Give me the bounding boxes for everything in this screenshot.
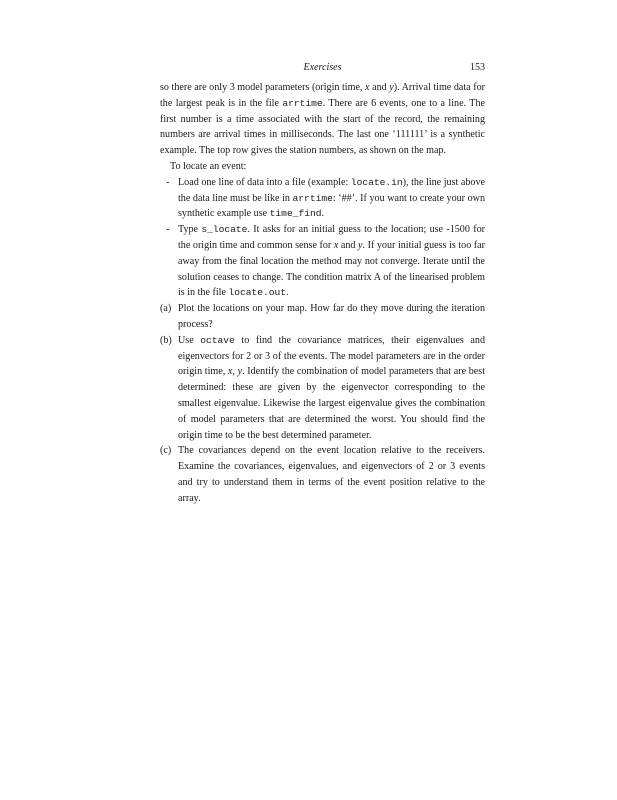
exercise-item-c: [160, 443, 485, 506]
code-s-locate: s_locate: [201, 224, 248, 236]
page-body: [160, 80, 485, 507]
code-time-find: time_find: [269, 208, 322, 220]
locate-heading: To locate an event:: [170, 160, 247, 172]
step-text-c: : ‘##’. If you want to create your own synthetic example use: [178, 192, 486, 220]
step-item: [162, 175, 485, 222]
exercise-text-c: . Identify the combination of model parameters that are best determined: these are given by the eigenvector corresponding to the smallest eigenvalue. Likewise the largest eigenvalue gives the combination of model parameters that are determined the worst. You should find the origin time to be the best determined parameter.: [178, 366, 485, 441]
intro-text-1: so there are only 3 model parameters (origin time,: [160, 82, 366, 93]
step-text-b: . It asks for an initial guess to the location; use -1500 for the origin time and common sense for: [178, 224, 486, 251]
step-text-c: . If your initial guess is too far away from the final location the method may not converge. Iterate until the solution ceases to change. The condition matrix A of the linearised problem is in the file: [178, 239, 485, 299]
exercise-label: (a): [160, 303, 172, 315]
exercise-text-a: Use: [178, 334, 201, 346]
step-text: [178, 175, 485, 222]
bullet-dash: -: [166, 176, 170, 188]
math-var-y: y: [358, 239, 363, 251]
bullet-dash: -: [166, 224, 170, 236]
step-text-a: Load one line of data into a file (example:: [178, 176, 351, 188]
step-item: [162, 222, 485, 301]
exercise-label: (c): [160, 445, 172, 457]
intro-paragraph: [160, 80, 485, 159]
math-var-x: x: [365, 82, 370, 93]
step-text-d: .: [321, 208, 325, 220]
code-locate-in: locate.in: [350, 176, 403, 188]
exercise-label: (b): [160, 334, 172, 346]
running-header: [160, 62, 485, 76]
exercise-text-b: to find the covariance matrices, their eigenvalues and eigenvectors for 2 or 3 of the events. The model parameters are in the order origin time,: [178, 334, 485, 378]
page-number: 153: [470, 62, 485, 73]
code-locate-out: locate.out: [228, 287, 287, 299]
exercise-text: Plot the locations on your map. How far do they move during the iteration process?: [178, 303, 485, 330]
step-text: [178, 222, 485, 301]
code-octave: octave: [200, 334, 235, 346]
exercise-item-a: [160, 301, 485, 333]
exercise-text: [178, 333, 485, 444]
math-vars-xy: x, y: [227, 366, 243, 378]
step-text-d: .: [286, 287, 289, 299]
exercise-text: The covariances depend on the event location relative to the receivers. Examine the covariances, eigenvalues, and eigenvectors of 2 or 3 events and try to understand them in terms of the event position relative to the array.: [178, 445, 485, 504]
step-and: and: [338, 239, 359, 251]
code-arrtime: arrtime: [282, 97, 323, 109]
code-arrtime: arrtime: [292, 192, 333, 204]
intro-text-2: ). Arrival time data for the largest peak is in the file: [160, 82, 485, 109]
intro-text-3: . There are 6 events, one to a line. The first number is a time associated with the start of the record, the remaining numbers are arrival times in milliseconds. The last one ‘111111’ is a synthetic example. The top row gives the station numbers, as shown on the map.: [160, 97, 485, 157]
exercise-item-b: [160, 333, 485, 444]
running-title: Exercises: [303, 62, 342, 73]
math-var-y: y: [389, 82, 394, 93]
step-text-b: ), the line just above the data line must be like in: [178, 176, 485, 204]
math-var-x: x: [333, 239, 339, 251]
intro-and: and: [369, 82, 390, 93]
step-text-a: Type: [178, 224, 202, 236]
